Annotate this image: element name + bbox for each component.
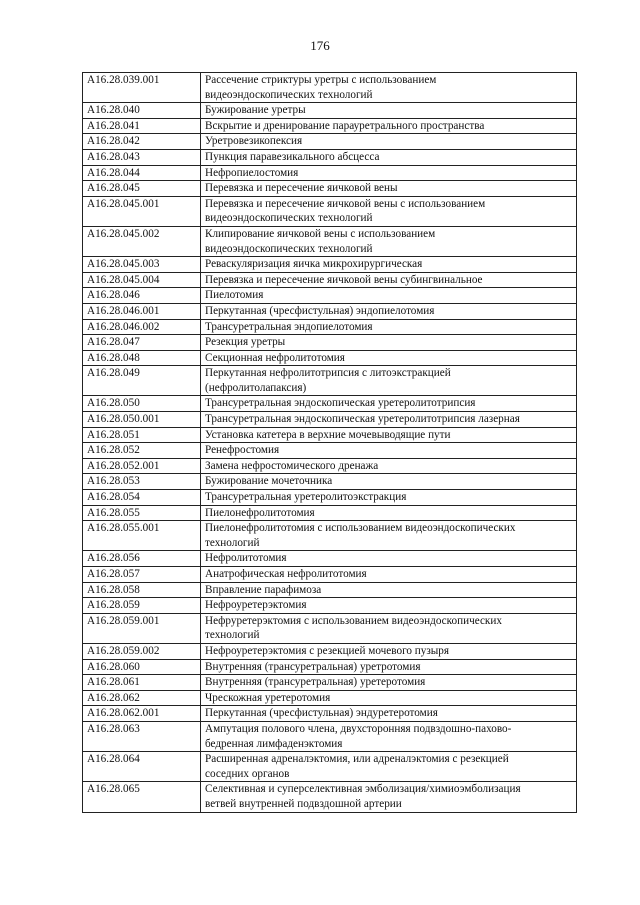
table-row — [83, 782, 577, 812]
table-row — [83, 288, 577, 304]
procedure-code: A16.28.054 — [83, 490, 201, 506]
table-row — [83, 134, 577, 150]
procedure-code: A16.28.057 — [83, 567, 201, 583]
table-row — [83, 103, 577, 119]
procedure-code: A16.28.061 — [83, 675, 201, 691]
table-row — [83, 551, 577, 567]
table-row — [83, 490, 577, 506]
procedure-code: A16.28.058 — [83, 582, 201, 598]
procedure-code: A16.28.055 — [83, 505, 201, 521]
table-body — [83, 73, 577, 813]
procedure-code: A16.28.055.001 — [83, 521, 201, 551]
procedure-name: Нефруретерэктомия с использованием видеоэндоскопических технологий — [201, 613, 577, 643]
procedure-code: A16.28.062 — [83, 690, 201, 706]
procedure-code: A16.28.040 — [83, 103, 201, 119]
procedure-name: Замена нефростомического дренажа — [201, 458, 577, 474]
table-row — [83, 521, 577, 551]
procedure-name: Перевязка и пересечение яичковой вены субингвинальное — [201, 272, 577, 288]
procedure-code: A16.28.065 — [83, 782, 201, 812]
procedure-code: A16.28.045.003 — [83, 257, 201, 273]
procedure-code: A16.28.046 — [83, 288, 201, 304]
procedure-name: Анатрофическая нефролитотомия — [201, 567, 577, 583]
procedure-name: Трансуретральная эндоскопическая уретеролитотрипсия — [201, 396, 577, 412]
procedure-code: A16.28.052.001 — [83, 458, 201, 474]
procedure-code: A16.28.043 — [83, 149, 201, 165]
procedure-name: Нефролитотомия — [201, 551, 577, 567]
table-row — [83, 335, 577, 351]
procedure-code: A16.28.059 — [83, 598, 201, 614]
table-row — [83, 675, 577, 691]
table-row — [83, 257, 577, 273]
procedure-name: Резекция уретры — [201, 335, 577, 351]
table-row — [83, 396, 577, 412]
procedure-name: Бужирование уретры — [201, 103, 577, 119]
table-row — [83, 690, 577, 706]
procedure-name: Вправление парафимоза — [201, 582, 577, 598]
table-row — [83, 303, 577, 319]
table-row — [83, 350, 577, 366]
procedure-code: A16.28.039.001 — [83, 73, 201, 103]
procedure-name: Рассечение стриктуры уретры с использованием видеоэндоскопических технологий — [201, 73, 577, 103]
table-row — [83, 226, 577, 256]
procedure-code-table — [82, 72, 577, 813]
table-row — [83, 643, 577, 659]
procedure-code: A16.28.064 — [83, 752, 201, 782]
procedure-name: Нефропиелостомия — [201, 165, 577, 181]
procedure-name: Перевязка и пересечение яичковой вены — [201, 181, 577, 197]
procedure-code: A16.28.045.002 — [83, 226, 201, 256]
table-row — [83, 659, 577, 675]
procedure-name: Пиелонефролитотомия с использованием видеоэндоскопических технологий — [201, 521, 577, 551]
table-row — [83, 582, 577, 598]
procedure-code: A16.28.048 — [83, 350, 201, 366]
procedure-name: Селективная и суперселективная эмболизация/химиоэмболизация ветвей внутренней подвздошной артерии — [201, 782, 577, 812]
table-row — [83, 319, 577, 335]
table-row — [83, 73, 577, 103]
procedure-code: A16.28.045.004 — [83, 272, 201, 288]
procedure-name: Ренефростомия — [201, 443, 577, 459]
procedure-code: A16.28.056 — [83, 551, 201, 567]
procedure-name: Трансуретральная эндопиелотомия — [201, 319, 577, 335]
procedure-name: Перкутанная нефролитотрипсия с литоэкстракцией (нефролитолапаксия) — [201, 366, 577, 396]
procedure-name: Уретровезикопексия — [201, 134, 577, 150]
procedure-code: A16.28.041 — [83, 118, 201, 134]
procedure-code: A16.28.050 — [83, 396, 201, 412]
procedure-name: Вскрытие и дренирование парауретрального пространства — [201, 118, 577, 134]
table-row — [83, 505, 577, 521]
procedure-code: A16.28.045.001 — [83, 196, 201, 226]
procedure-name: Перкутанная (чресфистульная) эндуретеротомия — [201, 706, 577, 722]
procedure-name: Установка катетера в верхние мочевыводящие пути — [201, 427, 577, 443]
table-row — [83, 196, 577, 226]
procedure-code: A16.28.063 — [83, 721, 201, 751]
table-row — [83, 613, 577, 643]
procedure-code: A16.28.053 — [83, 474, 201, 490]
procedure-name: Трансуретральная эндоскопическая уретеролитотрипсия лазерная — [201, 412, 577, 428]
procedure-name: Пиелотомия — [201, 288, 577, 304]
procedure-name: Бужирование мочеточника — [201, 474, 577, 490]
procedure-code: A16.28.059.001 — [83, 613, 201, 643]
procedure-code: A16.28.044 — [83, 165, 201, 181]
table-row — [83, 272, 577, 288]
procedure-name: Чрескожная уретеротомия — [201, 690, 577, 706]
procedure-name: Перкутанная (чресфистульная) эндопиелотомия — [201, 303, 577, 319]
table-row — [83, 458, 577, 474]
procedure-name: Пункция паравезикального абсцесса — [201, 149, 577, 165]
table-row — [83, 412, 577, 428]
procedure-code: A16.28.052 — [83, 443, 201, 459]
table-row — [83, 567, 577, 583]
table-row — [83, 474, 577, 490]
procedure-name: Перевязка и пересечение яичковой вены с использованием видеоэндоскопических технологий — [201, 196, 577, 226]
procedure-name: Нефроуретерэктомия с резекцией мочевого пузыря — [201, 643, 577, 659]
procedure-name: Трансуретральная уретеролитоэкстракция — [201, 490, 577, 506]
procedure-name: Расширенная адреналэктомия, или адреналэктомия с резекцией соседних органов — [201, 752, 577, 782]
procedure-code: A16.28.062.001 — [83, 706, 201, 722]
table-row — [83, 165, 577, 181]
table-row — [83, 118, 577, 134]
table-row — [83, 181, 577, 197]
procedure-name: Реваскуляризация яичка микрохирургическая — [201, 257, 577, 273]
procedure-name: Внутренняя (трансуретральная) уретротомия — [201, 659, 577, 675]
procedure-code: A16.28.042 — [83, 134, 201, 150]
procedure-code: A16.28.059.002 — [83, 643, 201, 659]
procedure-name: Ампутация полового члена, двухсторонняя подвздошно-пахово- бедренная лимфаденэктомия — [201, 721, 577, 751]
procedure-code: A16.28.046.002 — [83, 319, 201, 335]
procedure-code: A16.28.045 — [83, 181, 201, 197]
table-row — [83, 598, 577, 614]
table-row — [83, 752, 577, 782]
table-row — [83, 706, 577, 722]
procedure-code: A16.28.051 — [83, 427, 201, 443]
procedure-code: A16.28.050.001 — [83, 412, 201, 428]
procedure-name: Пиелонефролитотомия — [201, 505, 577, 521]
table-row — [83, 427, 577, 443]
page-number: 176 — [310, 38, 330, 53]
table-row — [83, 366, 577, 396]
procedure-name: Клипирование яичковой вены с использованием видеоэндоскопических технологий — [201, 226, 577, 256]
procedure-code: A16.28.047 — [83, 335, 201, 351]
table-row — [83, 443, 577, 459]
procedure-name: Внутренняя (трансуретральная) уретеротомия — [201, 675, 577, 691]
procedure-name: Секционная нефролитотомия — [201, 350, 577, 366]
table-row — [83, 721, 577, 751]
procedure-name: Нефроуретерэктомия — [201, 598, 577, 614]
procedure-code: A16.28.060 — [83, 659, 201, 675]
procedure-code: A16.28.046.001 — [83, 303, 201, 319]
table-row — [83, 149, 577, 165]
procedure-code: A16.28.049 — [83, 366, 201, 396]
